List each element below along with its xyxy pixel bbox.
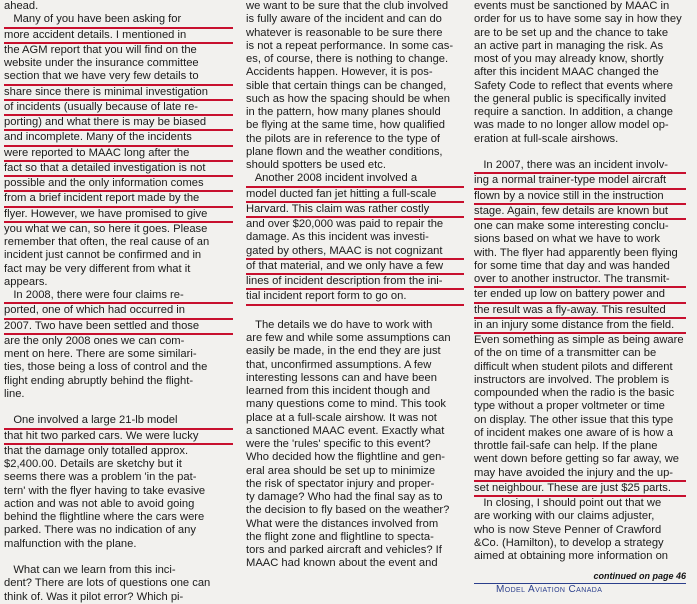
text-line: learned from this incident though and — [246, 385, 431, 397]
text-line: are to be set up and the chance to take — [474, 26, 669, 39]
continued-note: continued on page 46 — [593, 571, 686, 581]
text-line: more accident details. I mentioned in — [4, 29, 233, 44]
article-column-2 — [246, 0, 464, 571]
text-line: website under the insurance committee — [4, 57, 199, 69]
text-line: the flight zone and flightline to specta- — [246, 530, 434, 543]
text-line: of the on time of a transmitter can be — [474, 347, 657, 360]
text-line: that the damage only totalled approx. — [4, 444, 189, 457]
text-line: is fully aware of the incident and can do — [246, 13, 442, 26]
text-line: Many of you have been asking for — [4, 13, 233, 28]
article-column-1 — [4, 0, 233, 604]
text-line: the risk of spectator injury and proper- — [246, 477, 435, 490]
text-line: the result was a fly-away. This resulted — [474, 304, 686, 319]
text-line: the pilots are in reference to the type of — [246, 132, 441, 145]
text-line: fact may be very different from what it — [4, 262, 191, 275]
text-line: the decision to fly based on the weather? — [246, 504, 450, 517]
text-line: are few and while some assumptions can — [246, 332, 451, 344]
magazine-name: Model Aviation Canada — [496, 584, 603, 595]
text-line: many questions come to mind. This took — [246, 398, 447, 411]
text-line: seems there was a problem 'in the pat- — [4, 471, 197, 484]
text-line: and incomplete. Many of the incidents — [4, 131, 233, 146]
text-line: tors and parked aircraft and vehicles? If — [246, 544, 442, 556]
text-line: of incidents (usually because of late re- — [4, 101, 233, 116]
text-line — [246, 306, 464, 319]
text-line: from a brief incident report made by the — [4, 192, 233, 207]
text-line: most of you may already know, shortly — [474, 53, 664, 65]
text-line: Another 2008 incident involved a — [246, 172, 464, 187]
text-line: may have avoided the injury and the up- — [474, 467, 686, 482]
text-line: and over $20,000 was paid to repair the — [246, 218, 444, 230]
text-line — [474, 146, 686, 159]
text-line: lines of incident description from the ini- — [246, 275, 464, 290]
text-line: incident just cannot be confirmed and in — [4, 249, 202, 262]
text-line — [4, 401, 233, 414]
text-line: In closing, I should point out that we — [474, 497, 662, 509]
text-line: behind the flightline where the cars were — [4, 511, 205, 523]
text-line: ahead. — [4, 0, 39, 12]
text-line: a sanctioned MAAC event. Exactly what — [246, 424, 445, 437]
text-line: malfunction with the plane. — [4, 537, 137, 550]
text-line: model ducted fan jet hitting a full-scale — [246, 188, 464, 203]
text-line: the AGM report that you will find on the — [4, 43, 197, 56]
text-line: sible that certain things can be changed, — [246, 79, 447, 92]
text-line: throttle fail-safe can help. If the plane — [474, 440, 658, 452]
text-line: eration at full-scale airshows. — [474, 132, 619, 145]
text-line: eral area should be set up to minimize — [246, 464, 436, 477]
text-line: for some time that day and was handed — [474, 259, 670, 272]
text-line: are the only 2008 ones we can com- — [4, 334, 185, 347]
text-line: events must be sanctioned by MAAC in — [474, 0, 670, 12]
text-line: possible and the only information comes — [4, 177, 233, 192]
text-line: tern' with the flyer having to take evasive — [4, 484, 206, 497]
text-line: &Co. (Hamilton), to develop a strategy — [474, 536, 664, 549]
text-line: One involved a large 21-lb model — [4, 414, 233, 429]
text-line: appears. — [4, 275, 48, 288]
text-line: type without a proper voltmeter or time — [474, 400, 665, 413]
text-line: Even something as simple as being aware — [474, 334, 684, 346]
text-line: flight ending abruptly behind the flight- — [4, 374, 194, 387]
text-line: in the pattern, how many planes should — [246, 106, 441, 118]
text-line: ty damage? Who had the final say as to — [246, 491, 443, 503]
text-line: Harvard. This claim was rather costly — [246, 203, 464, 218]
text-line: In 2008, there were four claims re- — [4, 289, 233, 304]
text-line: aimed at obtaining more information on — [474, 550, 669, 562]
text-line: ties, those being a loss of control and the — [4, 361, 208, 374]
text-line: $2,400.00. Details are sketchy but it — [4, 458, 182, 470]
text-line: in an injury some distance from the field. — [474, 319, 686, 334]
text-line: who is now Steve Penner of Crawford — [474, 523, 662, 536]
text-line: The details we do have to work with — [246, 318, 433, 331]
text-line: think of. Was it pilot error? Which pi- — [4, 590, 184, 603]
text-line: be flying at the same time, how qualified — [246, 119, 445, 132]
text-line: on display. The other issue that this type — [474, 413, 674, 426]
text-line: you what we can, so here it goes. Please — [4, 222, 208, 235]
text-line: Accidents happen. However, it is pos- — [246, 66, 433, 79]
text-line: flown by a novice still in the instruction — [474, 190, 686, 205]
text-line: an active part in managing the risk. As — [474, 39, 664, 52]
text-line: gated by others, MAAC is not cognizant — [246, 245, 464, 260]
text-line: instructors are involved. The problem is — [474, 373, 670, 386]
text-line: that, unconfirmed assumptions. A few — [246, 358, 432, 371]
text-line: whatever is reasonable to be sure there — [246, 26, 443, 39]
text-line: set neighbour. These are just $25 parts. — [474, 482, 686, 497]
text-line: was made to no longer allow model op- — [474, 119, 669, 132]
text-line: place at a full-scale airshow. It was not — [246, 411, 437, 424]
text-line: difficult when student pilots and different — [474, 360, 673, 373]
text-line: section that we have very few details to — [4, 70, 233, 85]
text-line — [4, 551, 233, 564]
text-line: parked. There was no indication of any — [4, 524, 196, 537]
text-line: MAAC had known about the event and — [246, 557, 438, 570]
text-line: after this incident MAAC changed the — [474, 66, 659, 79]
text-line: are working with our claims adjuster, — [474, 510, 655, 523]
text-line: es, of course, there is nothing to change. — [246, 53, 449, 65]
text-line: flyer. However, we have promised to give — [4, 208, 233, 223]
text-line: ment on here. There are some similari- — [4, 348, 197, 360]
text-line: ter ended up low on battery power and — [474, 288, 686, 303]
text-line: action and was not able to avoid going — [4, 497, 195, 510]
text-line: were reported to MAAC long after the — [4, 147, 233, 162]
text-line: porting) and what there is may be biased — [4, 116, 233, 131]
text-line: ported, one of which had occurred in — [4, 304, 233, 319]
text-line: fact so that a detailed investigation is not — [4, 162, 233, 177]
text-line: tial incident report form to go on. — [246, 290, 464, 305]
text-line: plane flown and the weather conditions, — [246, 145, 443, 158]
text-line: damage. As this incident was investi- — [246, 231, 429, 244]
text-line: were the 'rules' specific to this event? — [246, 438, 431, 450]
text-line: went down before getting so far away, we — [474, 453, 680, 466]
text-line: of incident makes one aware of is how a — [474, 426, 673, 439]
text-line: should spotters be used etc. — [246, 159, 386, 171]
text-line: compounded when the radio is the basic — [474, 387, 675, 399]
text-line: with. The flyer had apparently been flying — [474, 246, 678, 259]
text-line: one can make some interesting conclu- — [474, 220, 669, 232]
text-line: line. — [4, 387, 25, 400]
text-line: ing a normal trainer-type model aircraft — [474, 174, 686, 189]
text-line: easily be made, in the end they are just — [246, 345, 441, 358]
text-line: over to another instructor. The transmit- — [474, 273, 686, 288]
text-line: dent? There are lots of questions one can — [4, 577, 211, 590]
text-line: Safety Code to reflect that events where — [474, 79, 673, 92]
text-line: order for us to have some say in how they — [474, 13, 682, 26]
text-line: 2007. Two have been settled and those — [4, 320, 233, 335]
text-line: Who decided how the flightline and gen- — [246, 451, 446, 464]
text-line: remember that often, the real cause of an — [4, 236, 210, 248]
text-line: interesting lessons can and have been — [246, 371, 437, 384]
text-line: require a sanction. In addition, a change — [474, 106, 674, 118]
text-line: such as how the spacing should be when — [246, 92, 450, 105]
text-line: stage. Again, few details are known but — [474, 205, 686, 220]
text-line: that hit two parked cars. We were lucky — [4, 430, 233, 445]
text-line: sions based on what we have to work — [474, 233, 660, 246]
text-line: share since there is minimal investigation — [4, 86, 233, 101]
text-line: In 2007, there was an incident involv- — [474, 159, 686, 174]
text-line: What were the distances involved from — [246, 517, 439, 530]
text-line: we want to be sure that the club involved — [246, 0, 449, 12]
text-line: is not a repeat performance. In some cas- — [246, 39, 454, 52]
page-footer — [474, 570, 686, 596]
text-line: of that material, and we only have a few — [246, 260, 464, 275]
text-line: the general public is specifically invited — [474, 92, 667, 105]
article-column-3 — [474, 0, 686, 563]
text-line: What can we learn from this inci- — [4, 564, 176, 576]
